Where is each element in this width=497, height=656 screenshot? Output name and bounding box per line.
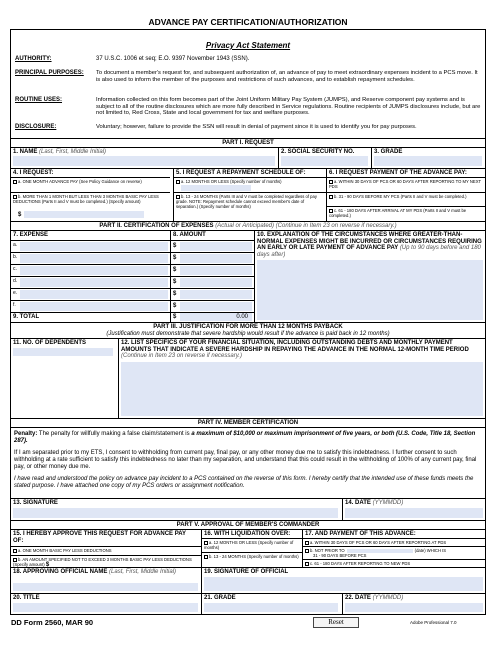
official-name-input[interactable] — [13, 583, 198, 591]
grade-label: 3. GRADE — [374, 149, 403, 155]
approve-a-checkbox[interactable] — [13, 549, 17, 553]
payment17-a-checkbox[interactable] — [305, 541, 309, 545]
amount-currency: $ — [173, 291, 177, 297]
title-label: 20. TITLE — [13, 595, 40, 601]
row-divider — [10, 288, 254, 289]
liquidation-label: 16. WITH LIQUIDATION OVER: — [204, 531, 291, 537]
part2-header: PART II. CERTIFICATION OF EXPENSES (Actual or Anticipated) (Continue in Item 23 on reverse if necessary.) — [99, 223, 397, 229]
reset-button[interactable]: Reset — [313, 617, 359, 628]
payment-label: 6. I REQUEST PAYMENT OF THE ADVANCE PAY: — [329, 170, 467, 176]
liquidation-b-checkbox[interactable] — [204, 555, 208, 559]
expense-label: 7. EXPENSE — [13, 232, 49, 238]
row-divider — [10, 252, 254, 253]
part4-header: PART IV. MEMBER CERTIFICATION — [197, 420, 299, 426]
request-amount-input[interactable] — [24, 211, 144, 218]
form-id: DD Form 2560, MAR 90 — [11, 618, 94, 627]
expense-row-label: b. — [13, 254, 18, 260]
total-value[interactable]: 0.00 — [180, 313, 252, 321]
expense-row-label: e. — [13, 290, 18, 296]
explanation-input[interactable] — [257, 260, 483, 320]
routine-label: ROUTINE USES: — [15, 97, 63, 103]
expense-row-label: d. — [13, 278, 18, 284]
expense-input[interactable] — [20, 290, 168, 299]
name-input[interactable] — [13, 156, 275, 166]
payment-option-b[interactable]: b. 31 - 90 DAYS BEFORE MY PCS (Parts II and V must be completed.) — [329, 194, 483, 199]
liquidation-option-a[interactable]: a. 12 MONTHS OR LESS (Specify number of months) — [204, 540, 294, 550]
approve-option-a[interactable]: a. ONE MONTH BASIC PAY LESS DEDUCTIONS — [13, 548, 198, 553]
principal-text: To document a member's request for, and subsequent authorization of, an advance of pay to meet extraordinary expenses incident to a PCS move. It is also used to inform the member of the purposes and restrictions of such advances, and to establish repayment schedules. — [96, 70, 478, 83]
amount-input[interactable] — [180, 242, 252, 251]
row-divider — [10, 264, 254, 265]
part3-subheader: (Justification must demonstrate that severe hardship would result if the advance is paid back in 12 months) — [106, 331, 390, 337]
payment17-option-c[interactable]: c. 61 - 180 DAYS AFTER REPORTING TO NEW PDS — [305, 561, 483, 566]
repay-option-b[interactable]: b. 13 - 24 MONTHS (Parts III and V must be completed regardless of pay grade. NOTE: Repayment schedule cannot exceed member's date of separation.) (Specify number of months) — [176, 194, 317, 209]
expense-row-label: f. — [13, 302, 16, 308]
approve-option-b[interactable]: b. AN AMOUNT SPECIFIED NOT TO EXCEED 3 MONTHS BASIC PAY LESS DEDUCTIONS (Specify amount) $ — [13, 557, 192, 568]
grade-input[interactable] — [374, 156, 482, 166]
principal-label: PRINCIPAL PURPOSES: — [15, 70, 84, 76]
member-date-input[interactable] — [345, 508, 483, 518]
part1-header: PART I. REQUEST — [222, 140, 274, 146]
expense-input[interactable] — [20, 254, 168, 263]
request-option-a[interactable]: a. ONE MONTH ADVANCE PAY (See Policy Guidance on reverse) — [13, 179, 168, 184]
disclosure-label: DISCLOSURE: — [15, 124, 57, 130]
explanation-label: 10. EXPLANATION OF THE CIRCUMSTANCES WHERE GREATER-THAN-NORMAL EXPENSES MIGHT BE INCURRED OR CIRCUMSTANCES REQUIRING AN EARLY OR LATE PAYMENT OF ADVANCE PAY (Up to 90 days before and 180 days after) — [257, 232, 482, 258]
routine-text: Information collected on this form becomes part of the Joint Uniform Military Pay System (JUMPS), and Reserve component pay systems and is subject to all of the routine disclosures which are more fully described in Service regulations. Routine recipients of JUMPS disclosures include, but are not limited to, Red Cross, State and local government for tax and welfare purposes. — [96, 97, 481, 117]
advance-payment-label: 17. AND PAYMENT OF THIS ADVANCE: — [305, 531, 416, 537]
expense-input[interactable] — [20, 242, 168, 251]
official-name-label: 18. APPROVING OFFICIAL NAME (Last, First, Middle Initial) — [13, 569, 177, 575]
payment-option-c[interactable]: c. 61 - 180 DAYS AFTER ARRIVAL AT MY PDS (Parts II and V must be completed.) — [329, 208, 467, 218]
expense-input[interactable] — [20, 266, 168, 275]
name-label: 1. NAME (Last, First, Middle Initial) — [13, 149, 107, 155]
read-statement: I have read and understood the policy on advance pay incident to a PCS contained on the reverse of this form. I hereby certify that the intended use of these funds meets the stated purpose. I have attached one copy of my PCS orders or assignment notification. — [14, 476, 474, 489]
title-input[interactable] — [13, 603, 198, 612]
expense-input[interactable] — [20, 302, 168, 311]
expense-input[interactable] — [20, 278, 168, 287]
privacy-heading: Privacy Act Statement — [205, 41, 291, 50]
repay-a-months-input[interactable] — [181, 185, 251, 191]
request-a-checkbox[interactable] — [13, 180, 17, 184]
member-date-label: 14. DATE (YYMMDD) — [345, 500, 404, 506]
payment17-option-b[interactable]: b. NOT PRIOR TO (date) WHICH IS 31 - 90 DAYS BEFORE PCS — [305, 548, 483, 558]
amount-input[interactable] — [180, 254, 252, 263]
amount-input[interactable] — [180, 290, 252, 299]
financial-specifics-input[interactable] — [121, 362, 483, 416]
official-signature-input[interactable] — [204, 577, 483, 591]
authority-label: AUTHORITY: — [15, 56, 52, 62]
row-divider — [10, 300, 254, 301]
official-date-label: 22. DATE (YYMMDD) — [345, 595, 404, 601]
amount-input[interactable] — [180, 266, 252, 275]
total-currency: $ — [173, 314, 177, 320]
repay-option-a[interactable]: a. 12 MONTHS OR LESS (Specify number of months) — [176, 179, 324, 184]
official-grade-input[interactable] — [204, 603, 338, 612]
amount-currency: $ — [173, 255, 177, 261]
amount-currency: $ — [173, 243, 177, 249]
official-signature-label: 19. SIGNATURE OF OFFICIAL — [204, 569, 289, 575]
amount-label: 8. AMOUNT — [173, 232, 206, 238]
repay-a-checkbox[interactable] — [176, 180, 180, 184]
signature-label: 13. SIGNATURE — [13, 500, 58, 506]
signature-input[interactable] — [13, 508, 338, 518]
payment17-option-a[interactable]: a. WITHIN 30 DAYS OF PCS OR 60 DAYS AFTER REPORTING AT PDS — [305, 540, 483, 545]
ssn-input[interactable] — [281, 156, 368, 166]
dependents-label: 11. NO. OF DEPENDENTS — [13, 340, 87, 346]
financial-specifics-label: 12. LIST SPECIFICS OF YOUR FINANCIAL SITUATION, INCLUDING OUTSTANDING DEBTS AND MONTHLY PAYMENT AMOUNTS THAT INDICATE A SEVERE HARDSHIP IN REPAYING THE ADVANCE IN THE NORMAL 12-MONTH TIME PERIOD (Continue in Item 23 on reverse if necessary.) — [121, 340, 469, 359]
liquidation-option-b[interactable]: b. 13 - 24 MONTHS (Specify number of months) — [204, 554, 300, 559]
request-option-b[interactable]: b. MORE THAN 1 MONTH BUT LESS THAN 3 MONTHS BASIC PAY LESS DEDUCTIONS (Parts II and V must be completed.) (Specify amount) — [13, 194, 159, 204]
amount-input[interactable] — [180, 278, 252, 287]
payment-b-checkbox[interactable] — [329, 195, 333, 199]
part5-header: PART V. APPROVAL OF MEMBER'S COMMANDER — [176, 522, 320, 528]
official-date-input[interactable] — [345, 603, 483, 612]
consent-statement: If I am separated prior to my ETS, I consent to withholding from current pay, final pay, or any other money due me to satisfy this indebtedness. I further consent to such withholding at a rate sufficient to satisfy this indebtedness no later than my separation, and understand that this could result in the withholding of 100% of any current pay, final pay, or other money due me. — [14, 450, 477, 470]
amount-input[interactable] — [180, 302, 252, 311]
payment-option-a[interactable]: a. WITHIN 30 DAYS OF PCS OR 60 DAYS AFTER REPORTING TO MY NEXT PDS — [329, 179, 481, 189]
request-currency: $ — [18, 212, 22, 218]
disclosure-text: Voluntary; however, failure to provide the SSN will result in denial of payment since it is used to identify you for pay purposes. — [96, 124, 417, 130]
payment17-c-checkbox[interactable] — [305, 562, 309, 566]
authority-text: 37 U.S.C. 1006 et seq; E.O. 9397 November 1943 (SSN). — [96, 56, 250, 62]
row-divider — [10, 276, 254, 277]
penalty-statement: Penalty: The penalty for willfully making a false claim/statement is a maximum of $10,000 or maximum imprisonment of five years, or both (U.S. Code, Title 18, Section 287). — [14, 431, 476, 444]
official-grade-label: 21. GRADE — [204, 595, 236, 601]
part3-header: PART III. JUSTIFICATION FOR MORE THAN 12 MONTHS PAYBACK — [153, 324, 343, 330]
ssn-label: 2. SOCIAL SECURITY NO. — [281, 149, 355, 155]
amount-currency: $ — [173, 303, 177, 309]
total-label: 9. TOTAL — [13, 314, 40, 320]
expense-row-label: a. — [13, 242, 18, 248]
amount-currency: $ — [173, 279, 177, 285]
approve-label: 15. I HEREBY APPROVE THIS REQUEST FOR ADVANCE PAY OF: — [13, 531, 186, 544]
form-title: ADVANCE PAY CERTIFICATION/AUTHORIZATION — [148, 17, 348, 27]
dependents-input[interactable] — [13, 348, 113, 356]
top-border — [10, 29, 486, 30]
expense-row-label: c. — [13, 266, 17, 272]
repay-label: 5. I REQUEST A REPAYMENT SCHEDULE OF: — [176, 170, 306, 176]
request-label: 4. I REQUEST: — [13, 170, 54, 176]
software-version: Adobe Professional 7.0 — [410, 620, 457, 625]
amount-currency: $ — [173, 267, 177, 273]
advance-pay-form — [10, 14, 486, 614]
